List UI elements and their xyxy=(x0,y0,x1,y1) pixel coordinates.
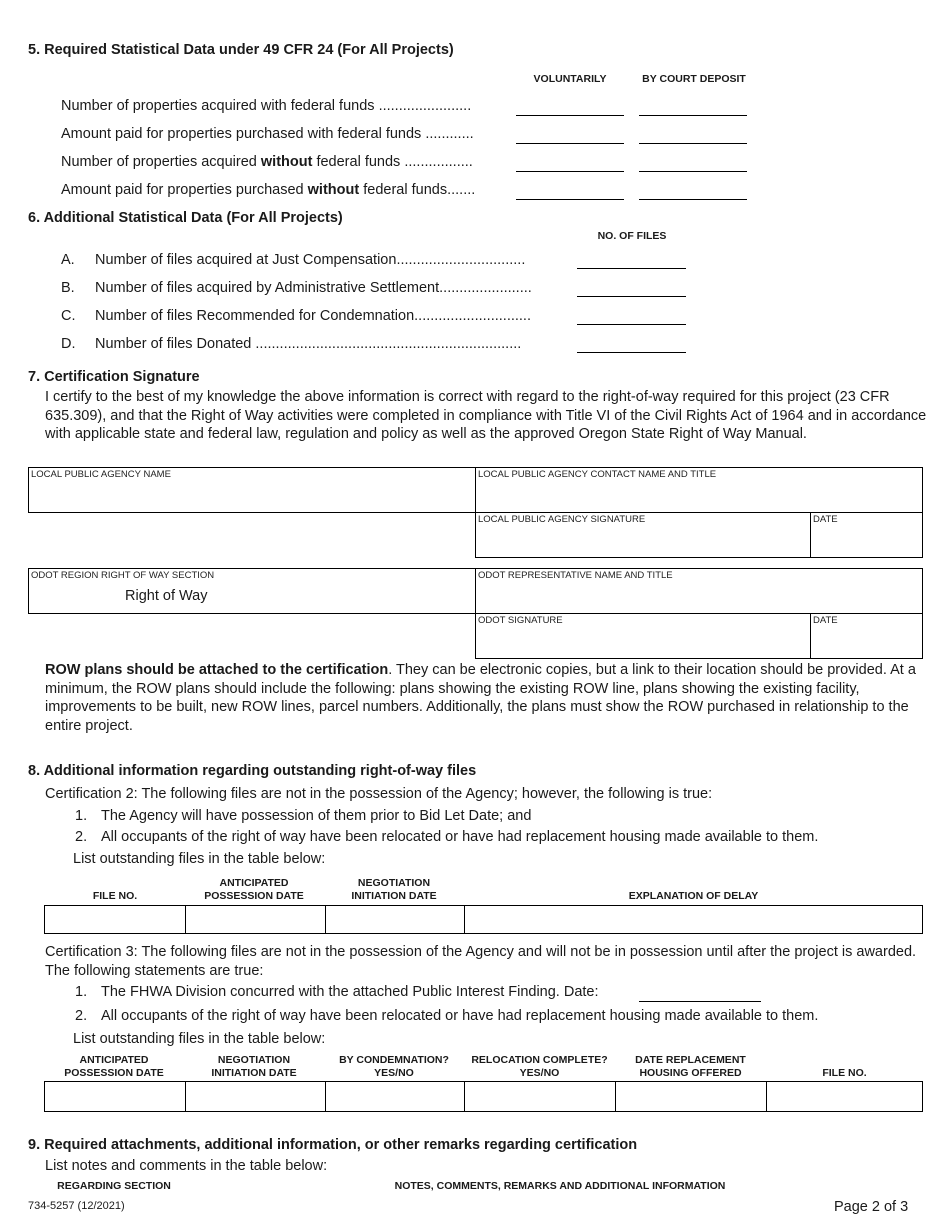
th-file-no: FILE NO. xyxy=(92,890,138,902)
form-number: 734-5257 (12/2021) xyxy=(28,1200,125,1212)
negotiation-date-cell[interactable] xyxy=(326,906,464,934)
odot-region-value: Right of Way xyxy=(125,588,208,604)
files-count-field[interactable] xyxy=(577,296,686,297)
lpa-date-field[interactable]: DATE xyxy=(810,512,923,558)
certification-3-text: Certification 3: The following files are not in the possession of the Agency and will not be in possession until after the project is awarded. The following statements are true: xyxy=(45,944,917,979)
outstanding-files-table-1 xyxy=(44,905,923,934)
th2-file-no: FILE NO. xyxy=(822,1067,867,1079)
files-count-field[interactable] xyxy=(577,324,686,325)
court-deposit-field[interactable] xyxy=(639,171,747,172)
voluntarily-field[interactable] xyxy=(516,171,624,172)
t2-condemnation-cell[interactable] xyxy=(326,1082,464,1112)
certification-statement: I certify to the best of my knowledge the above information is correct with regard to the right-of-way required for this project (23 CFR 635.309), and that the Right of Way activities were completed in compliance with Title VI of the Civil Rights Act of 1964 and in accordance with applicable state and federal law, regulation and policy as well as the approved Oregon State Right of Way Manual. xyxy=(45,389,927,442)
files-count-field[interactable] xyxy=(577,352,686,353)
cert2-item-2: All occupants of the right of way have been relocated or have had replacement housing made available to them. xyxy=(101,829,819,845)
t2-possession-cell[interactable] xyxy=(45,1082,185,1112)
page-number: Page 2 of 3 xyxy=(834,1199,909,1215)
cert3-item-2: All occupants of the right of way have been relocated or have had replacement housing made available to them. xyxy=(101,1008,819,1024)
section-7-title: 7. Certification Signature xyxy=(28,369,200,385)
voluntarily-header: VOLUNTARILY xyxy=(533,73,607,85)
th2-by-condemnation: BY CONDEMNATION? YES/NO xyxy=(339,1054,449,1079)
t2-replacement-cell[interactable] xyxy=(616,1082,766,1112)
th-regarding-section: REGARDING SECTION xyxy=(57,1180,171,1192)
voluntarily-field[interactable] xyxy=(516,143,624,144)
th2-negotiation-initiation: NEGOTIATION INITIATION DATE xyxy=(211,1054,297,1079)
odot-date-field[interactable]: DATE xyxy=(810,613,923,659)
th-negotiation-initiation: NEGOTIATION INITIATION DATE xyxy=(351,877,437,902)
th-notes-comments: NOTES, COMMENTS, REMARKS AND ADDITIONAL INFORMATION xyxy=(394,1180,726,1192)
section-8-title: 8. Additional information regarding outstanding right-of-way files xyxy=(28,763,477,779)
lpa-name-field[interactable]: LOCAL PUBLIC AGENCY NAME xyxy=(28,467,476,513)
t2-file-no-cell[interactable] xyxy=(767,1082,923,1112)
voluntarily-field[interactable] xyxy=(516,115,624,116)
section-9-title: 9. Required attachments, additional information, or other remarks regarding certification xyxy=(28,1137,638,1153)
voluntarily-field[interactable] xyxy=(516,199,624,200)
outstanding-files-table-2 xyxy=(44,1081,923,1112)
th2-relocation-complete: RELOCATION COMPLETE? YES/NO xyxy=(471,1054,608,1079)
th2-anticipated-possession: ANTICIPATED POSSESSION DATE xyxy=(64,1054,164,1079)
cert3-item-1: The FHWA Division concurred with the attached Public Interest Finding. Date: xyxy=(101,984,599,1000)
explanation-cell[interactable] xyxy=(465,906,923,934)
t2-negotiation-cell[interactable] xyxy=(186,1082,325,1112)
odot-rep-field[interactable]: ODOT REPRESENTATIVE NAME AND TITLE xyxy=(475,568,923,614)
th2-date-replacement: DATE REPLACEMENT HOUSING OFFERED xyxy=(635,1054,746,1079)
court-deposit-field[interactable] xyxy=(639,199,747,200)
th-explanation-delay: EXPLANATION OF DELAY xyxy=(628,890,759,902)
section-6-title: 6. Additional Statistical Data (For All Projects) xyxy=(28,210,343,226)
section-5-title: 5. Required Statistical Data under 49 CFR 24 (For All Projects) xyxy=(28,42,454,58)
no-of-files-header: NO. OF FILES xyxy=(597,230,667,242)
row-plans-note: ROW plans should be attached to the certification. They can be electronic copies, but a link to their location should be provided. At a minimum, the ROW plans should include the following: plans showing the existing ROW line, plans showing the existing facility, improvements to be built, new ROW lines, parcel numbers. Additionally, the plans must show the ROW purchased in relationship to the entire project. xyxy=(45,662,916,734)
list-note: List outstanding files in the table below: xyxy=(73,851,326,867)
files-count-field[interactable] xyxy=(577,268,686,269)
lpa-contact-field[interactable]: LOCAL PUBLIC AGENCY CONTACT NAME AND TITLE xyxy=(475,467,923,513)
court-deposit-field[interactable] xyxy=(639,143,747,144)
cert2-item-1: The Agency will have possession of them prior to Bid Let Date; and xyxy=(101,808,532,824)
court-deposit-header: BY COURT DEPOSIT xyxy=(642,73,746,85)
court-deposit-field[interactable] xyxy=(639,115,747,116)
pif-date-field[interactable] xyxy=(639,1001,761,1002)
file-no-cell[interactable] xyxy=(45,906,185,934)
odot-signature-field[interactable]: ODOT SIGNATURE xyxy=(475,613,811,659)
t2-relocation-cell[interactable] xyxy=(465,1082,615,1112)
lpa-signature-field[interactable]: LOCAL PUBLIC AGENCY SIGNATURE xyxy=(475,512,811,558)
notes-instruction: List notes and comments in the table below: xyxy=(45,1158,328,1174)
odot-region-field[interactable]: ODOT REGION RIGHT OF WAY SECTION Right of Way xyxy=(28,568,476,614)
list-note-2: List outstanding files in the table below: xyxy=(73,1031,326,1047)
th-anticipated-possession: ANTICIPATED POSSESSION DATE xyxy=(204,877,304,902)
certification-2-text: Certification 2: The following files are not in the possession of the Agency; however, the following is true: xyxy=(45,786,713,802)
possession-date-cell[interactable] xyxy=(186,906,325,934)
